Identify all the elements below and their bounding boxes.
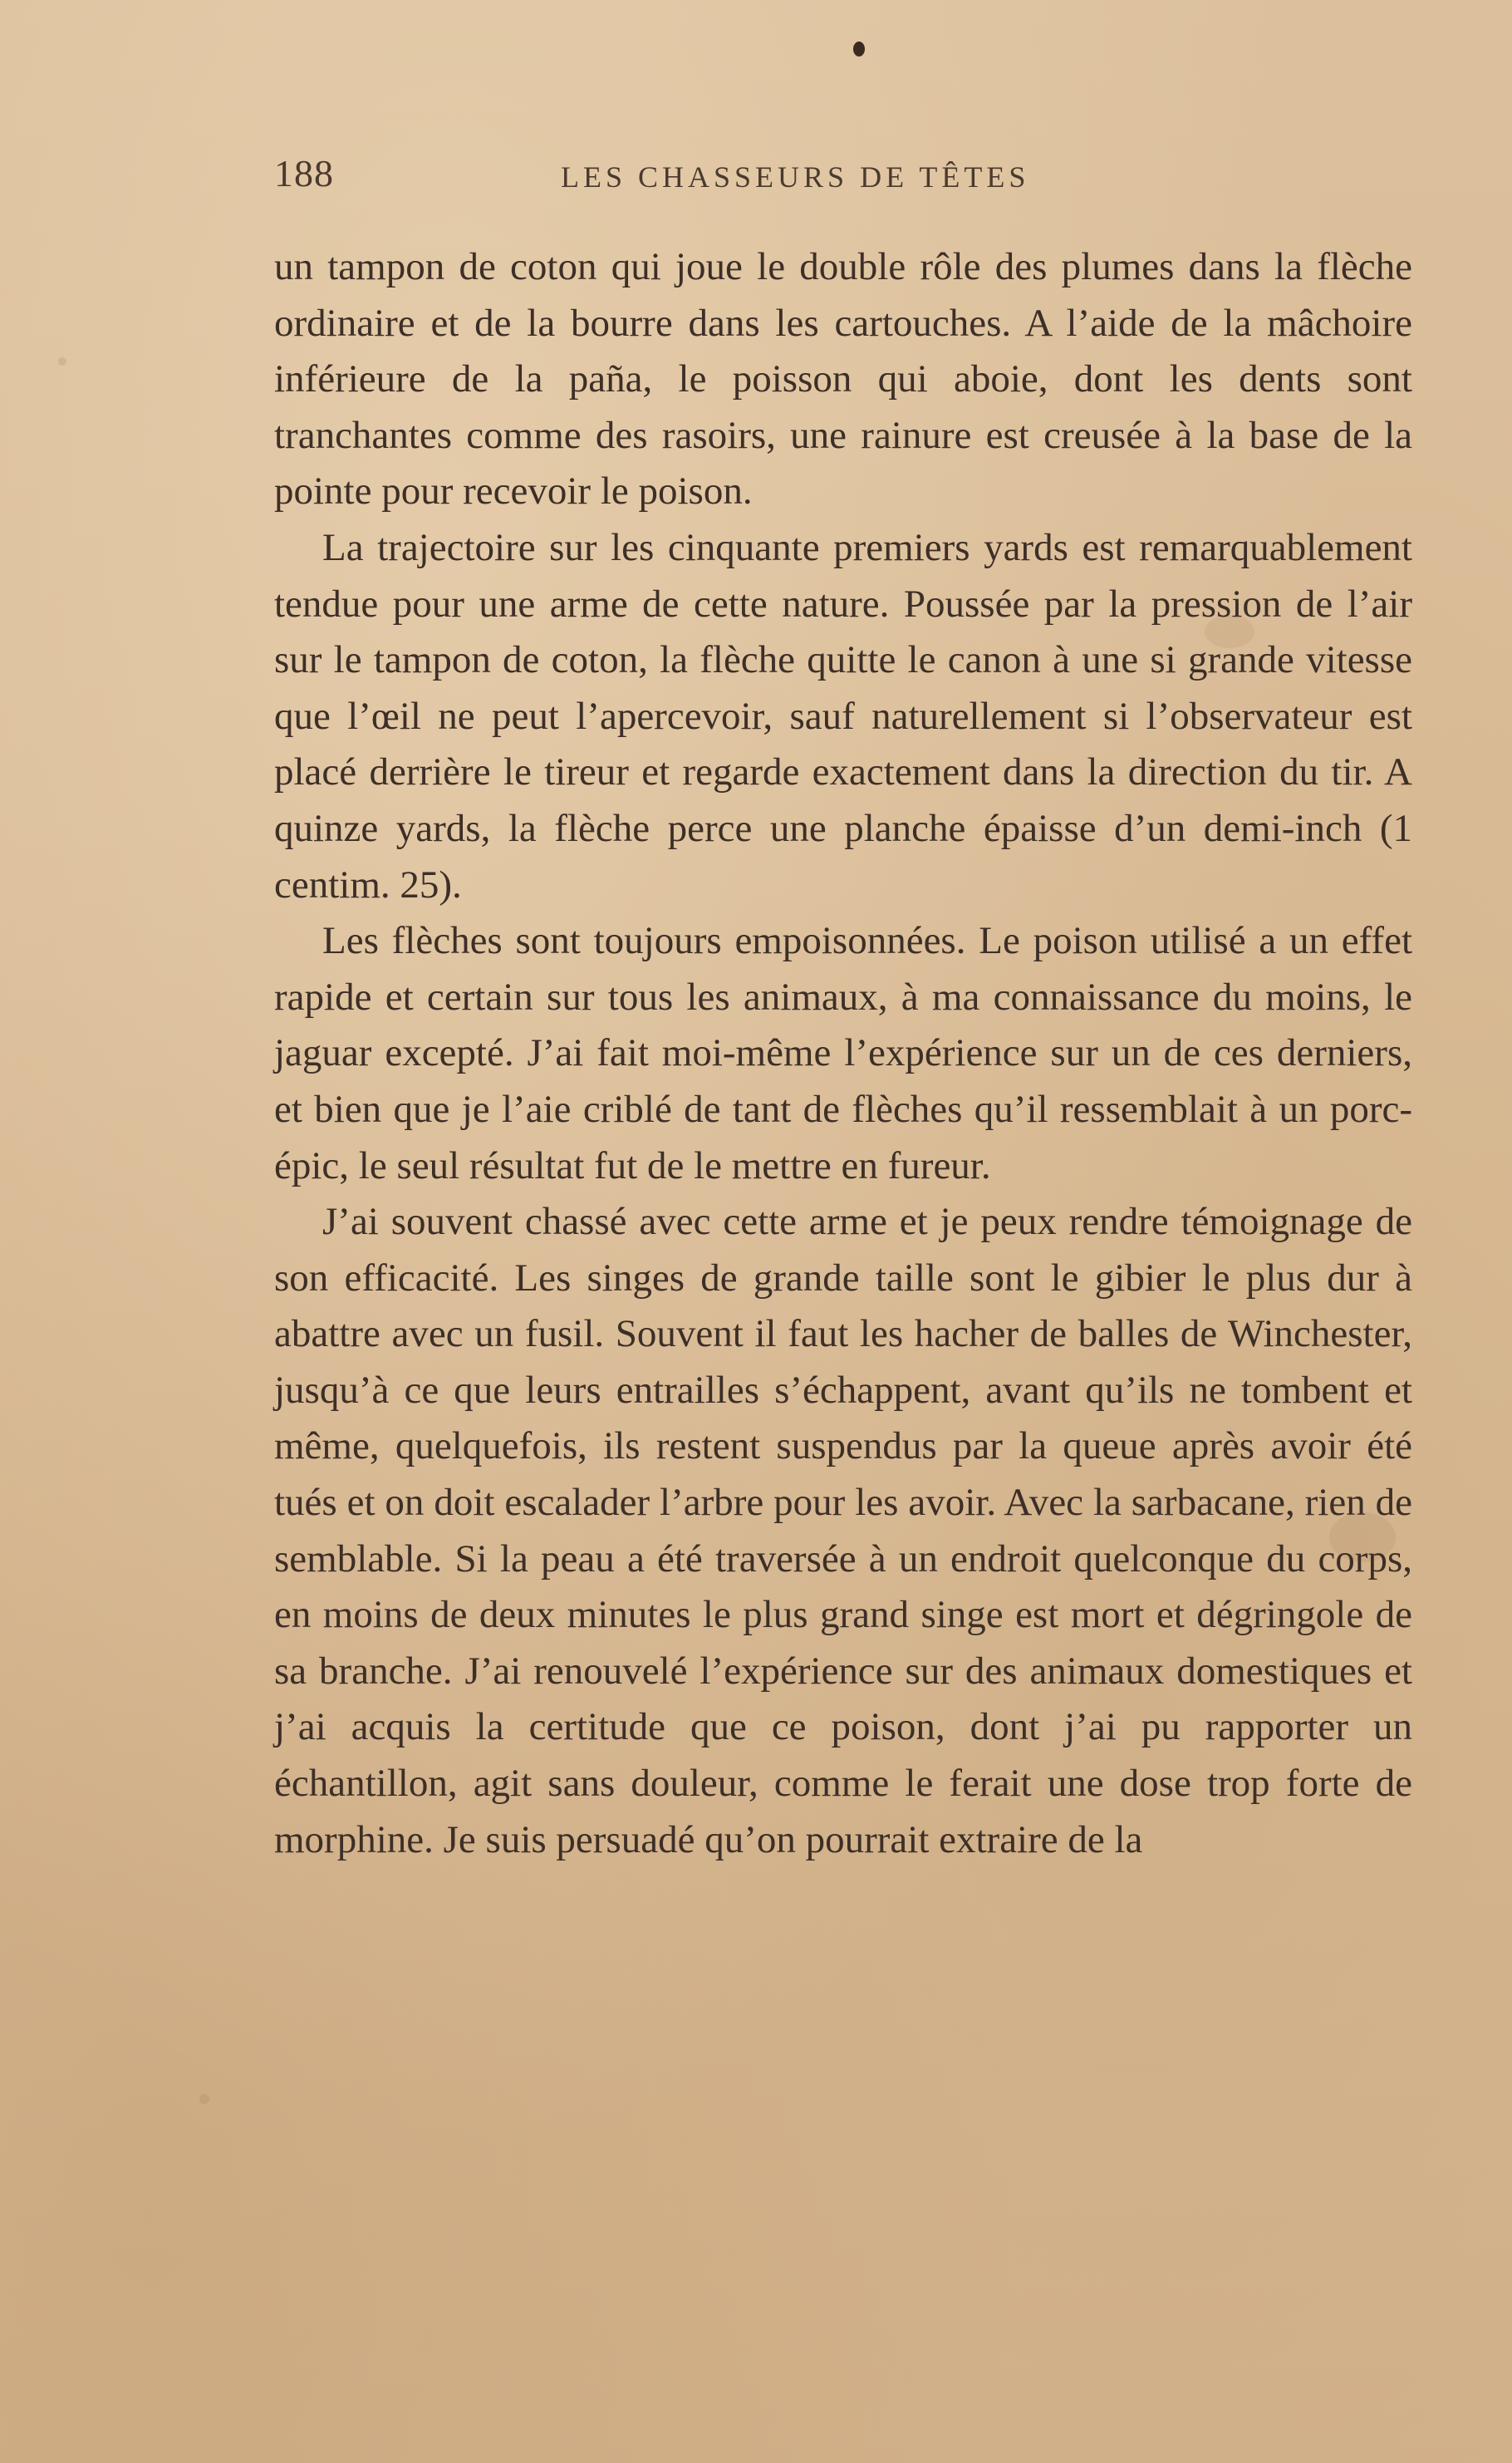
body-text [274,239,1412,1868]
page-number: 188 [274,152,334,194]
paragraph: La trajectoire sur les cinquante premiers yards est remarquablement tendue pour une arme de cette nature. Poussée par la pression de l’air sur le tampon de coton, la flèche quitte le canon à une si grande vitesse que l’œil ne peut l’apercevoir, sauf naturellement si l’observateur est placé derrière le tireur et regarde exactement dans la direction du tir. A quinze yards, la flèche perce une planche épaisse d’un demi-inch (1 centim. 25). [274,525,1412,907]
page-header [274,151,1421,201]
ink-dot [853,42,865,57]
paper-spot [199,2094,209,2104]
paragraph: un tampon de coton qui joue le double rôle des plumes dans la flèche ordinaire et de la bourre dans les cartouches. A l’aide de la mâchoire inférieure de la paña, le poisson qui aboie, dont les dents sont tranchantes comme des rasoirs, une rainure est creusée à la base de la pointe pour recevoir le poison. [274,245,1412,514]
paragraph: J’ai souvent chassé avec cette arme et je peux rendre témoignage de son efficacité. Les singes de grande taille sont le gibier le plus dur à abattre avec un fusil. Souvent il faut les hacher de balles de Winchester, jusqu’à ce que leurs entrailles s’échappent, avant qu’ils ne tombent et même, quelquefois, ils restent suspendus par la queue après avoir été tués et on doit escalader l’arbre pour les avoir. Avec la sarbacane, rien de semblable. Si la peau a été traversée à un endroit quelconque du corps, en moins de deux minutes le plus grand singe est mort et dégringole de sa branche. J’ai renouvelé l’expérience sur des animaux domestiques et j’ai acquis la certitude que ce poison, dont j’ai pu rapporter un échantillon, agit sans douleur, comme le ferait une dose trop forte de morphine. Je suis persuadé qu’on pourrait extraire de la [274,1200,1412,1861]
paragraph: Les flèches sont toujours empoisonnées. Le poison utilisé a un effet rapide et certain sur tous les animaux, à ma connaissance du moins, le jaguar excepté. J’ai fait moi-même l’expérience sur un de ces derniers, et bien que je l’aie criblé de tant de flèches qu’il ressemblait à un porc-épic, le seul résultat fut de le mettre en fureur. [274,919,1412,1187]
running-title: LES CHASSEURS DE TÊTES [561,160,1030,194]
paper-spot [58,357,66,366]
